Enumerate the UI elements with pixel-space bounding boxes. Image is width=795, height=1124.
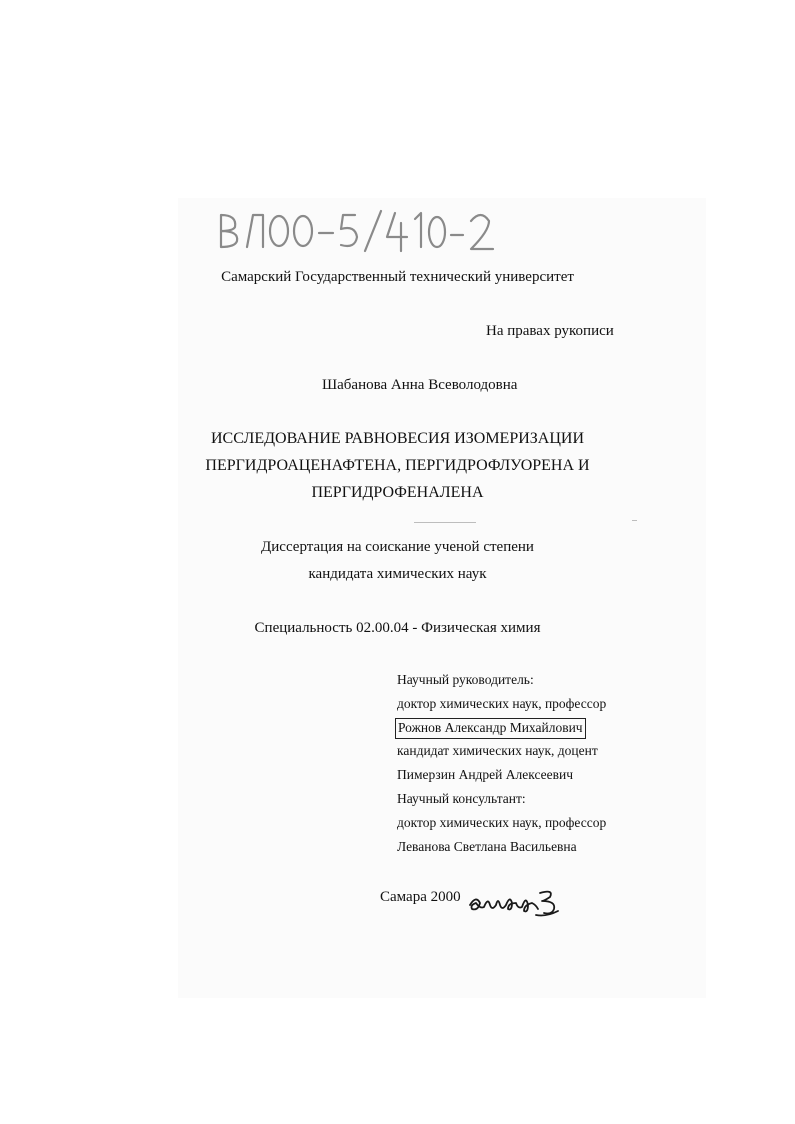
title-line: ПЕРГИДРОФЕНАЛЕНА <box>311 484 484 501</box>
advisor-name-boxed: Рожнов Александр Михайлович <box>395 718 586 739</box>
specialty: Специальность 02.00.04 - Физическая химия <box>254 620 541 636</box>
dissertation-line: кандидата химических наук <box>308 566 487 582</box>
title-line: ПЕРГИДРОАЦЕНАФТЕНА, ПЕРГИДРОФЛУОРЕНА И <box>205 457 590 474</box>
consultant-role-label: Научный консультант: <box>397 791 526 806</box>
handwritten-catalog-mark <box>215 205 500 260</box>
author-name: Шабанова Анна Всеволодовна <box>322 377 518 393</box>
scan-speck <box>632 520 637 521</box>
consultant-name: Леванова Светлана Васильевна <box>397 839 577 854</box>
handwritten-signature <box>466 883 562 925</box>
advisor-role-label: Научный руководитель: <box>397 672 534 687</box>
advisor-degree: доктор химических наук, профессор <box>397 696 607 711</box>
manuscript-rights-note: На правах рукописи <box>486 323 614 339</box>
consultant-degree: доктор химических наук, профессор <box>397 815 607 830</box>
scan-speck <box>414 522 476 523</box>
dissertation-line: Диссертация на соискание ученой степени <box>261 539 534 555</box>
title-line: ИССЛЕДОВАНИЕ РАВНОВЕСИЯ ИЗОМЕРИЗАЦИИ <box>210 430 585 447</box>
advisor-name: Пимерзин Андрей Алексеевич <box>397 767 573 782</box>
place-and-year: Самара 2000 <box>380 889 461 905</box>
scanned-sheet <box>178 198 706 998</box>
university-name: Самарский Государственный технический университет <box>221 269 574 285</box>
advisor-degree: кандидат химических наук, доцент <box>397 743 598 758</box>
